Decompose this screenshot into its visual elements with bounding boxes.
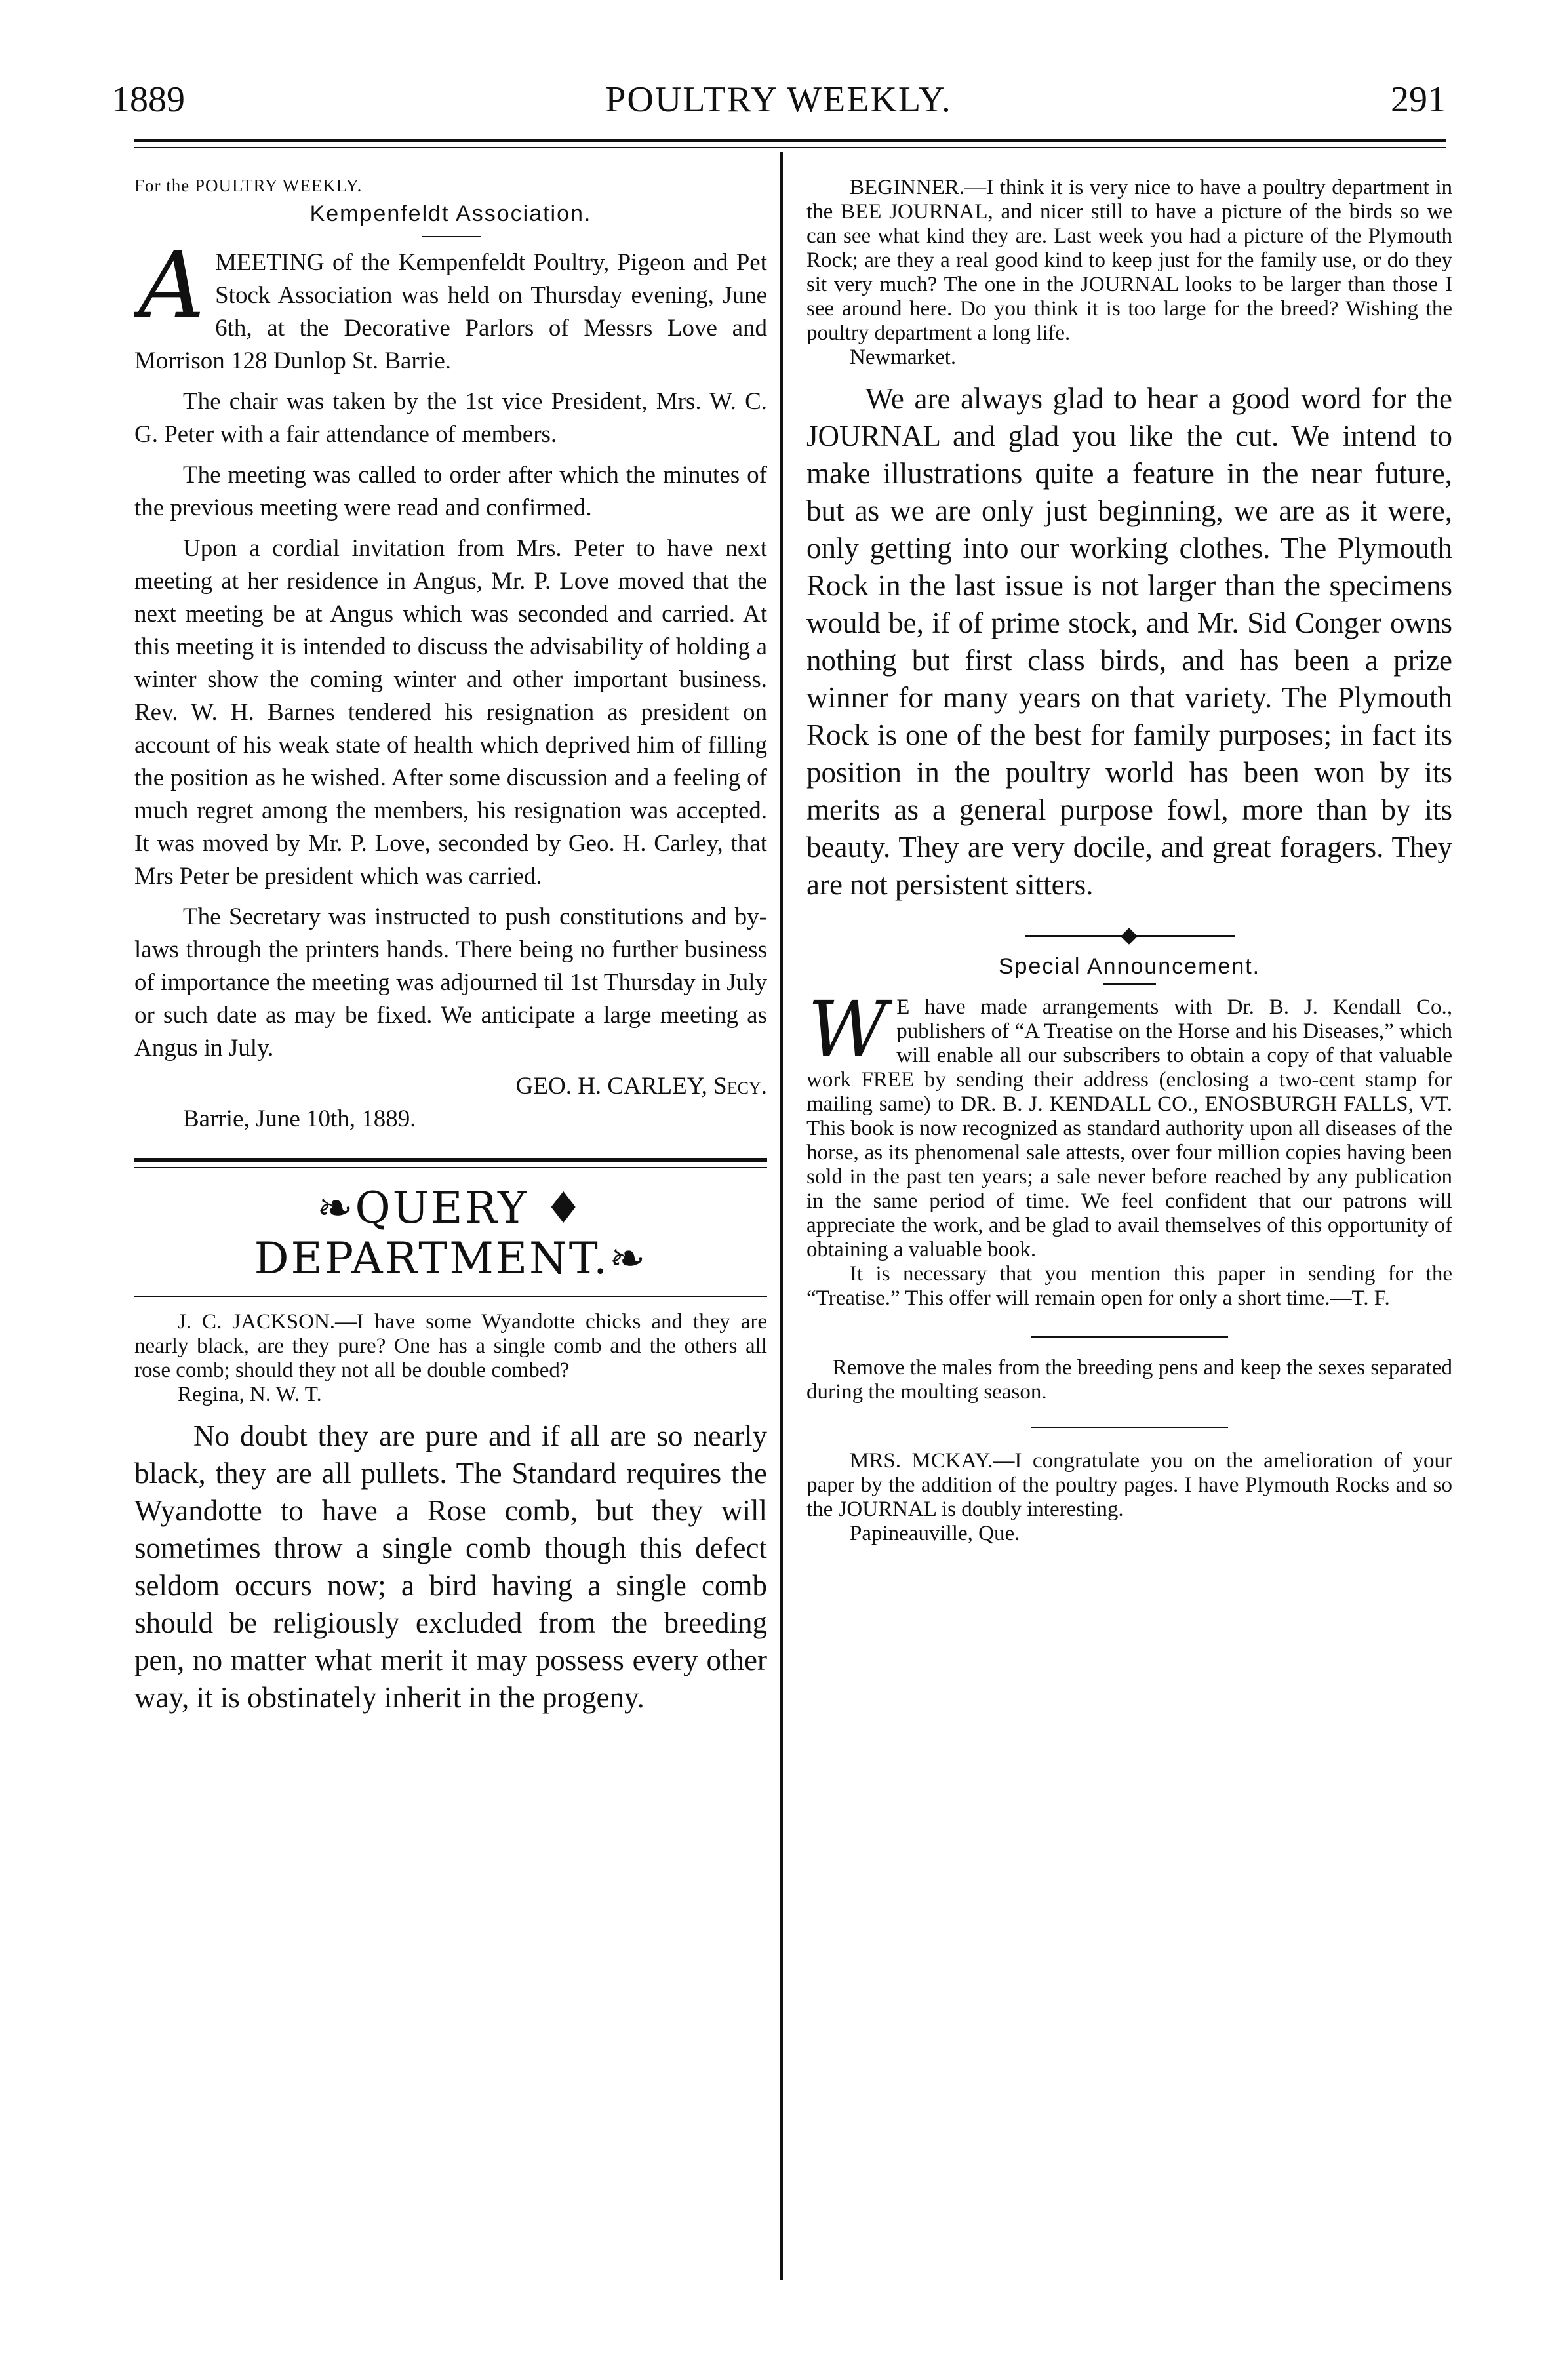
- header-year: 1889: [111, 79, 185, 120]
- section-rule: [1031, 1336, 1228, 1338]
- article-paragraph-3: The meeting was called to order after which the minutes of the previous meeting were read and confirmed.: [134, 462, 767, 521]
- paragraph-text: MEETING of the Kempenfeldt Poultry, Pigeon and Pet Stock Association was held on Thursday evening, June 6th, at the Decorative Parlors of Messrs Love and Morrison 128 Dunlop St. Barrie.: [134, 249, 767, 374]
- section-rule: [1031, 1427, 1228, 1428]
- article-paragraph-5: The Secretary was instructed to push constitutions and by-laws through the printers hands. There being no further business of importance the meeting was adjourned til 1st Thursday in July or such date as may be fixed. We anticipate a large meeting as Angus in July.: [134, 903, 767, 1061]
- announcement-paragraph-2: It is necessary that you mention this paper in sending for the “Treatise.” This offer will remain open for only a short time.—T. F.: [806, 1262, 1452, 1310]
- running-header: [111, 79, 1446, 138]
- department-rule-bottom: [134, 1296, 767, 1297]
- article-signature: GEO. H. CARLEY, Secy.: [515, 1073, 767, 1100]
- title-rule: [422, 236, 481, 237]
- query-location: Papineauville, Que.: [850, 1522, 1020, 1545]
- header-rule-thin: [134, 147, 1446, 148]
- ornamental-rule: [1025, 935, 1235, 937]
- source-credit: For the POULTRY WEEKLY.: [134, 176, 363, 195]
- article-paragraph-2: The chair was taken by the 1st vice President, Mrs. W. C. G. Peter with a fair attendance of members.: [134, 388, 767, 448]
- query-answer: We are always glad to hear a good word for the JOURNAL and glad you like the cut. We intend to make illustrations quite a feature in the near future, but as we are only just beginning, we are as it were, only getting into our working clothes. The Plymouth Rock in the last issue is not larger than the specimens would be, if of prime stock, and Mr. Sid Conger owns nothing but first class birds, and has been a prize winner for many years on that variety. The Plymouth Rock is one of the best for family purposes; in fact its position in the poultry world has been won by its merits as a general purpose fowl, more than by its beauty. They are very docile, and great foragers. They are not persistent sitters.: [806, 382, 1452, 901]
- header-rule-thick: [134, 139, 1446, 142]
- left-column: [134, 176, 767, 2379]
- drop-cap-letter: A: [138, 232, 205, 339]
- column-divider: [780, 152, 783, 2280]
- drop-cap-letter: W: [808, 984, 888, 1075]
- page-number: 291: [1391, 79, 1446, 120]
- paragraph-text: E have made arrangements with Dr. B. J. Kendall Co., publishers of “A Treatise on the Horse and his Diseases,” which will enable all our subscribers to obtain a copy of that valuable work FREE by sending their address (enclosing a two-cent stamp for mailing same) to DR. B. J. KENDALL CO., ENOSBURGH FALLS, VT. This book is now recognized as standard authority upon all diseases of the horse, as its phenomenal sale attests, over four million copies having been sold in the past ten years; a sale never before reached by any publication in the same period of time. We feel confident that our patrons will appreciate the work, and be glad to avail themselves of this opportunity of obtaining a valuable book.: [806, 995, 1452, 1261]
- department-heading: ❧QUERY ♦ DEPARTMENT.❧: [254, 1183, 648, 1284]
- query-letter: MRS. MCKAY.—I congratulate you on the amelioration of your paper by the addition of the poultry pages. I have Plymouth Rocks and so the JOURNAL is doubly interesting.: [806, 1449, 1452, 1521]
- announcement-paragraph-1: [806, 984, 1452, 1262]
- department-rule-top: [134, 1158, 767, 1168]
- article-dateline: Barrie, June 10th, 1889.: [183, 1105, 416, 1132]
- query-letter: J. C. JACKSON.—I have some Wyandotte chicks and they are nearly black, are they pure? One has a single comb and the others all rose comb; should they not all be double combed?: [134, 1310, 767, 1382]
- title-rule: [1103, 983, 1156, 985]
- article-title: Kempenfeldt Association.: [309, 201, 592, 226]
- header-title: POULTRY WEEKLY.: [605, 79, 952, 120]
- query-location: Newmarket.: [850, 346, 957, 369]
- article-paragraph-4: Upon a cordial invitation from Mrs. Peter to have next meeting at her residence in Angus, Mr. P. Love moved that the next meeting be at Angus which was seconded and carried. At this meeting it is intended to discuss the advisability of holding a winter show the coming winter and other important business. Rev. W. H. Barnes tendered his resignation as president on account of his weak state of health which deprived him of filling the position as he wished. After some discussion and a feeling of much regret among the members, his resignation was accepted. It was moved by Mr. P. Love, seconded by Geo. H. Carley, that Mrs Peter be president which was carried.: [134, 535, 767, 890]
- announcement-title: Special Announcement.: [998, 954, 1261, 979]
- right-column: [806, 176, 1452, 2379]
- notice-text: Remove the males from the breeding pens and keep the sexes separated during the moulting season.: [806, 1356, 1452, 1404]
- article-paragraph-1: [134, 232, 767, 378]
- query-letter: BEGINNER.—I think it is very nice to have a poultry department in the BEE JOURNAL, and nicer still to have a picture of the birds so we can see what kind they are. Last week you had a picture of the Plymouth Rock; are they a real good kind to keep just for the family use, or do they sit very much? The one in the JOURNAL looks to be larger than those I see around here. Do you think it is too large for the breed? Wishing the poultry department a long life.: [806, 176, 1452, 345]
- query-location: Regina, N. W. T.: [178, 1383, 322, 1406]
- query-answer: No doubt they are pure and if all are so nearly black, they are all pullets. The Standard requires the Wyandotte to have a Rose comb, but they will sometimes throw a single comb though this defect seldom occurs now; a bird having a single comb should be religiously excluded from the breeding pen, no matter what merit it may possess every other way, it is obstinately inherit in the progeny.: [134, 1419, 767, 1714]
